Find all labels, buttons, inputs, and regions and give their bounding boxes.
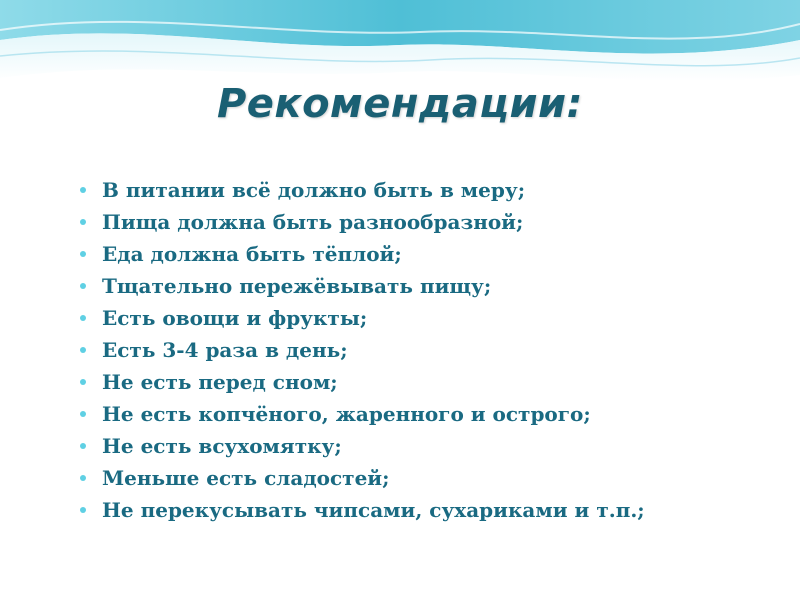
dot-bullet-icon (80, 347, 86, 353)
list-item-text: Не есть перед сном; (102, 370, 338, 394)
dot-bullet-icon (80, 315, 86, 321)
dot-bullet-icon (80, 219, 86, 225)
list-item-text: Пища должна быть разнообразной; (102, 210, 524, 234)
dot-bullet-icon (80, 187, 86, 193)
list-item (74, 430, 645, 462)
dot-bullet-icon (80, 475, 86, 481)
list-item-text: Меньше есть сладостей; (102, 466, 390, 490)
list-item-text: В питании всё должно быть в меру; (102, 178, 526, 202)
list-item (74, 174, 645, 206)
list-item-text: Не есть всухомятку; (102, 434, 342, 458)
list-item-text: Еда должна быть тёплой; (102, 242, 402, 266)
list-item-text: Есть овощи и фрукты; (102, 306, 368, 330)
list-item-text: Не есть копчёного, жаренного и острого; (102, 402, 591, 426)
list-item-text: Тщательно пережёвывать пищу; (102, 274, 492, 298)
dot-bullet-icon (80, 283, 86, 289)
list-item (74, 238, 645, 270)
dot-bullet-icon (80, 411, 86, 417)
list-item (74, 494, 645, 526)
dot-bullet-icon (80, 379, 86, 385)
list-item (74, 302, 645, 334)
list-item (74, 366, 645, 398)
list-item (74, 462, 645, 494)
dot-bullet-icon (80, 507, 86, 513)
list-item-text: Не перекусывать чипсами, сухариками и т.п.; (102, 498, 645, 522)
list-item (74, 334, 645, 366)
list-item-text: Есть 3-4 раза в день; (102, 338, 348, 362)
dot-bullet-icon (80, 443, 86, 449)
list-item (74, 206, 645, 238)
dot-bullet-icon (80, 251, 86, 257)
recommendations-list (74, 174, 645, 526)
slide-title: Рекомендации: (216, 81, 584, 127)
list-item (74, 398, 645, 430)
list-item (74, 270, 645, 302)
